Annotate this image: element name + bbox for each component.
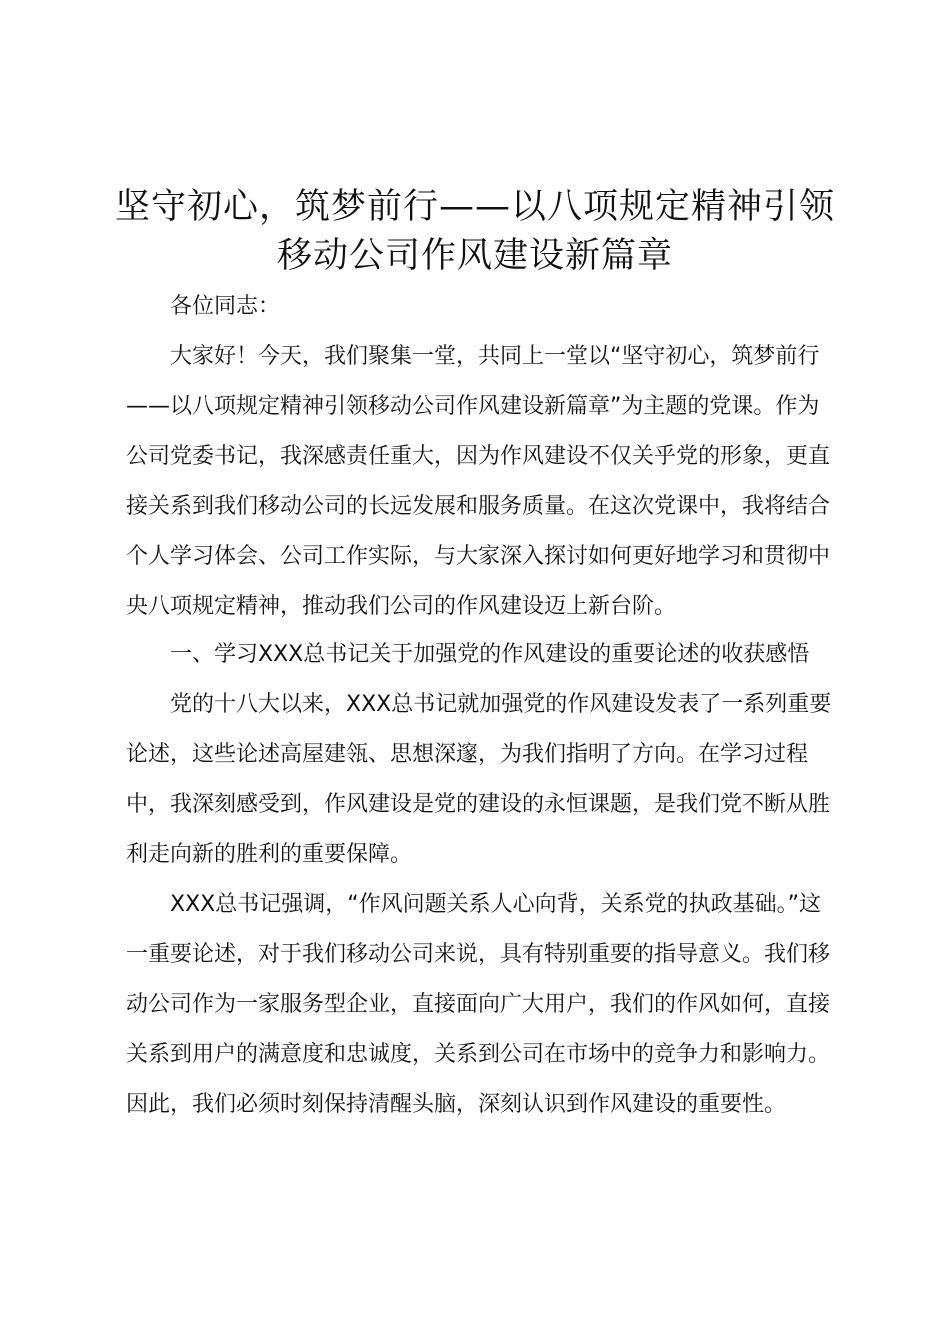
document-title-line-2: 移动公司作风建设新篇章 [276,236,673,276]
paragraph-opening: 大家好！今天，我们聚集一堂，共同上一堂以“坚守初心，筑梦前行——以八项规定精神引领移动公司作风建设新篇章”为主题的党课。作为公司党委书记，我深感责任重大，因为作风建设不仅关乎党的形象，更直接关系到我们移动公司的长远发展和服务质量。在这次党课中，我将结合个人学习体会、公司工作实际，与大家深入探讨如何更好地学习和贯彻中央八项规定精神，推动我们公司的作风建设迈上新台阶。 [126,344,831,619]
document-title-line-1: 坚守初心，筑梦前行——以八项规定精神引领 [114,187,835,227]
paragraph-section1-a: 党的十八大以来，XXX总书记就加强党的作风建设发表了一系列重要论述，这些论述高屋建瓴、思想深邃，为我们指明了方向。在学习过程中，我深刻感受到，作风建设是党的建设的永恒课题，是我们党不断从胜利走向新的胜利的重要保障。 [126,692,832,867]
section-heading-1: 一、学习XXX总书记关于加强党的作风建设的重要论述的收获感悟 [170,642,810,667]
paragraph-section1-b: XXX总书记强调，“作风问题关系人心向背，关系党的执政基础。”这一重要论述，对于我们移动公司来说，具有特别重要的指导意义。我们移动公司作为一家服务型企业，直接面向广大用户，我们的作风如何，直接关系到用户的满意度和忠诚度，关系到公司在市场中的竞争力和影响力。因此，我们必须时刻保持清醒头脑，深刻认识到作风建设的重要性。 [126,892,831,1117]
greeting: 各位同志： [170,294,281,319]
